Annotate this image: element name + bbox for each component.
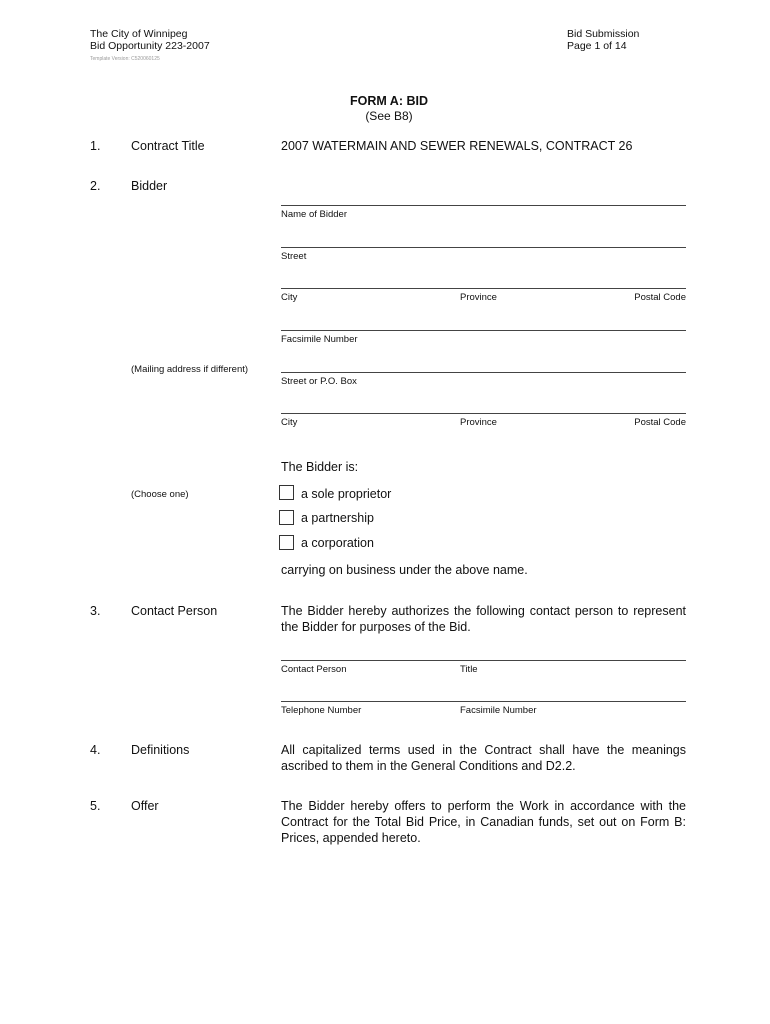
name-of-bidder-label: Name of Bidder (281, 209, 348, 220)
bidder-is-label: The Bidder is: (281, 460, 359, 474)
section-4-number: 4. (90, 743, 101, 757)
facsimile-field[interactable] (281, 330, 686, 331)
choose-one-note: (Choose one) (131, 489, 189, 500)
city-province-postal-field[interactable] (281, 288, 686, 289)
section-3-number: 3. (90, 604, 101, 618)
partnership-label: a partnership (301, 511, 374, 525)
province-label: Province (460, 292, 497, 303)
street-field[interactable] (281, 247, 686, 248)
mailing-address-note: (Mailing address if different) (131, 364, 249, 375)
facsimile-label: Facsimile Number (281, 334, 358, 345)
section-5-number: 5. (90, 799, 101, 813)
section-2-label: Bidder (131, 179, 168, 193)
section-3-label: Contact Person (131, 604, 218, 618)
corporation-label: a corporation (301, 536, 374, 550)
corporation-checkbox[interactable] (279, 535, 294, 550)
form-subtitle: (See B8) (365, 109, 413, 123)
partnership-checkbox[interactable] (279, 510, 294, 525)
telephone-facsimile-field[interactable] (281, 701, 686, 702)
postal-code-label: Postal Code (634, 292, 686, 303)
contract-title-value: 2007 WATERMAIN AND SEWER RENEWALS, CONTRACT 26 (281, 139, 633, 153)
header-bid-submission: Bid Submission (567, 28, 640, 40)
sole-proprietor-checkbox[interactable] (279, 485, 294, 500)
street-label: Street (281, 251, 307, 262)
header-city: The City of Winnipeg (90, 28, 188, 40)
telephone-number-label: Telephone Number (281, 705, 362, 716)
header-page-number: Page 1 of 14 (567, 40, 627, 52)
header-template-version: Template Version: C520060125 (90, 56, 160, 62)
offer-paragraph: The Bidder hereby offers to perform the Work in accordance with the Contract for the Total Bid Price, in Canadian funds, set out on Form B: Prices, appended hereto. (281, 799, 686, 845)
definitions-paragraph: All capitalized terms used in the Contract shall have the meanings ascribed to them in the General Conditions and D2.2. (281, 743, 686, 773)
contact-person-paragraph: The Bidder hereby authorizes the following contact person to represent the Bidder for purposes of the Bid. (281, 604, 686, 634)
contact-facsimile-label: Facsimile Number (460, 705, 537, 716)
mailing-postal-code-label: Postal Code (634, 417, 686, 428)
contact-title-label: Title (460, 664, 478, 675)
section-1-label: Contract Title (131, 139, 205, 153)
contact-person-title-field[interactable] (281, 660, 686, 661)
section-2-number: 2. (90, 179, 101, 193)
contact-person-label: Contact Person (281, 664, 347, 675)
section-4-label: Definitions (131, 743, 190, 757)
mailing-city-province-postal-field[interactable] (281, 413, 686, 414)
section-1-number: 1. (90, 139, 101, 153)
bidder-name-field[interactable] (281, 205, 686, 206)
city-label: City (281, 292, 298, 303)
header-bid-opportunity: Bid Opportunity 223-2007 (90, 40, 210, 52)
street-po-box-label: Street or P.O. Box (281, 376, 357, 387)
sole-proprietor-label: a sole proprietor (301, 487, 392, 501)
mailing-province-label: Province (460, 417, 497, 428)
section-5-label: Offer (131, 799, 159, 813)
carrying-on-business-text: carrying on business under the above name. (281, 563, 528, 577)
mailing-street-field[interactable] (281, 372, 686, 373)
mailing-city-label: City (281, 417, 298, 428)
form-title: FORM A: BID (350, 94, 428, 108)
